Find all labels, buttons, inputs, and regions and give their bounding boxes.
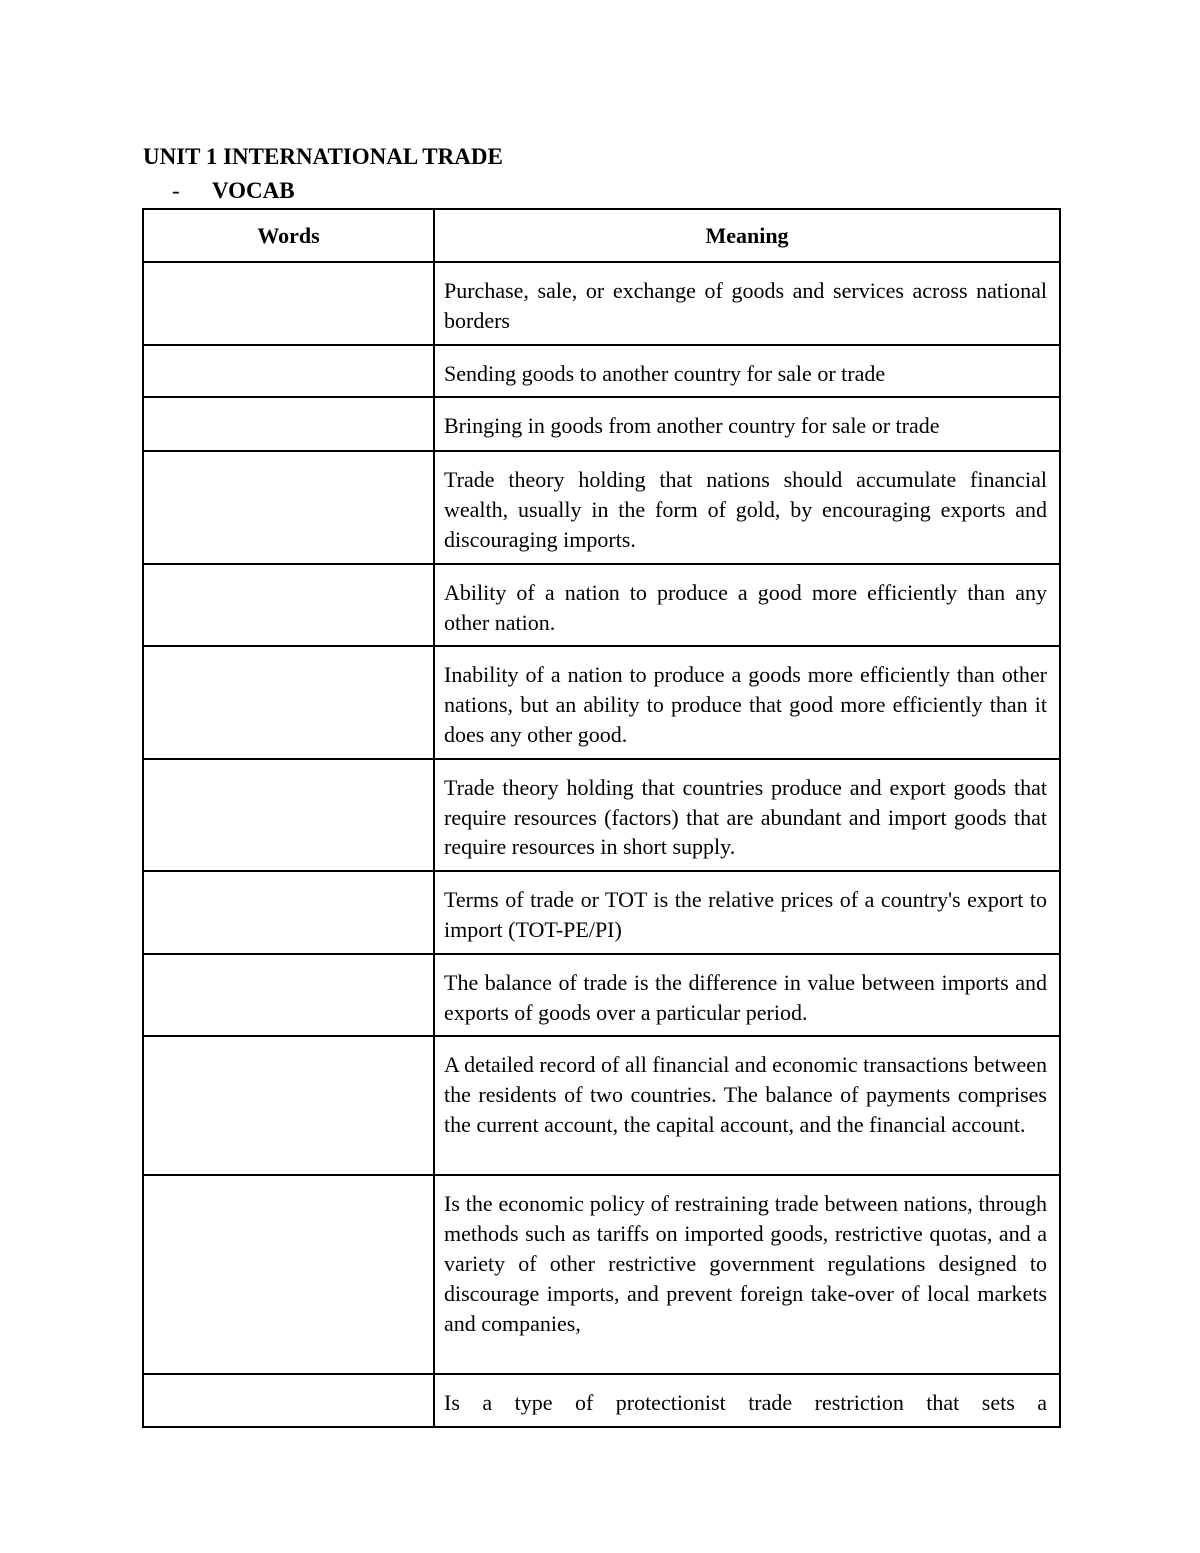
word-cell [143, 1175, 434, 1374]
header-words: Words [143, 209, 434, 262]
meaning-cell: Trade theory holding that nations should accumulate financial wealth, usually in the form of gold, by encouraging exports and discouraging imports. [434, 451, 1060, 563]
word-cell [143, 871, 434, 954]
meaning-cell: Purchase, sale, or exchange of goods and services across national borders [434, 262, 1060, 345]
meaning-cell: Trade theory holding that countries produce and export goods that require resources (factors) that are abundant and import goods that require resources in short supply. [434, 759, 1060, 871]
meaning-cell: Sending goods to another country for sale or trade [434, 345, 1060, 398]
meaning-cell: Bringing in goods from another country for sale or trade [434, 397, 1060, 451]
vocab-table [142, 208, 1061, 1428]
header-meaning: Meaning [434, 209, 1060, 262]
section-title: VOCAB [212, 178, 295, 203]
word-cell [143, 451, 434, 563]
table-row [143, 1175, 1060, 1374]
table-row [143, 345, 1060, 398]
meaning-cell: Inability of a nation to produce a goods more efficiently than other nations, but an ability to produce that good more efficiently than it does any other good. [434, 646, 1060, 758]
meaning-cell: Is the economic policy of restraining trade between nations, through methods such as tariffs on imported goods, restrictive quotas, and a variety of other restrictive government regulations designed to discourage imports, and prevent foreign take-over of local markets and companies, [434, 1175, 1060, 1374]
word-cell [143, 1036, 434, 1175]
table-header-row [143, 209, 1060, 262]
table-row [143, 1374, 1060, 1427]
meaning-cell: Ability of a nation to produce a good more efficiently than any other nation. [434, 564, 1060, 647]
section-heading [172, 176, 295, 206]
word-cell [143, 759, 434, 871]
word-cell [143, 954, 434, 1037]
meaning-cell: The balance of trade is the difference in value between imports and exports of goods over a particular period. [434, 954, 1060, 1037]
table-row [143, 262, 1060, 345]
word-cell [143, 564, 434, 647]
meaning-cell: A detailed record of all financial and economic transactions between the residents of two countries. The balance of payments comprises the current account, the capital account, and the financial account. [434, 1036, 1060, 1175]
word-cell [143, 397, 434, 451]
word-cell [143, 262, 434, 345]
list-bullet: - [172, 178, 180, 203]
table-row [143, 871, 1060, 954]
table-row [143, 397, 1060, 451]
meaning-cell: Is a type of protectionist trade restriction that sets a [434, 1374, 1060, 1427]
meaning-cell: Terms of trade or TOT is the relative prices of a country's export to import (TOT-PE/PI) [434, 871, 1060, 954]
table-row [143, 564, 1060, 647]
table-row [143, 954, 1060, 1037]
word-cell [143, 345, 434, 398]
table-row [143, 1036, 1060, 1175]
word-cell [143, 646, 434, 758]
table-row [143, 646, 1060, 758]
page-title: UNIT 1 INTERNATIONAL TRADE [143, 144, 503, 169]
word-cell [143, 1374, 434, 1427]
table-row [143, 451, 1060, 563]
table-row [143, 759, 1060, 871]
